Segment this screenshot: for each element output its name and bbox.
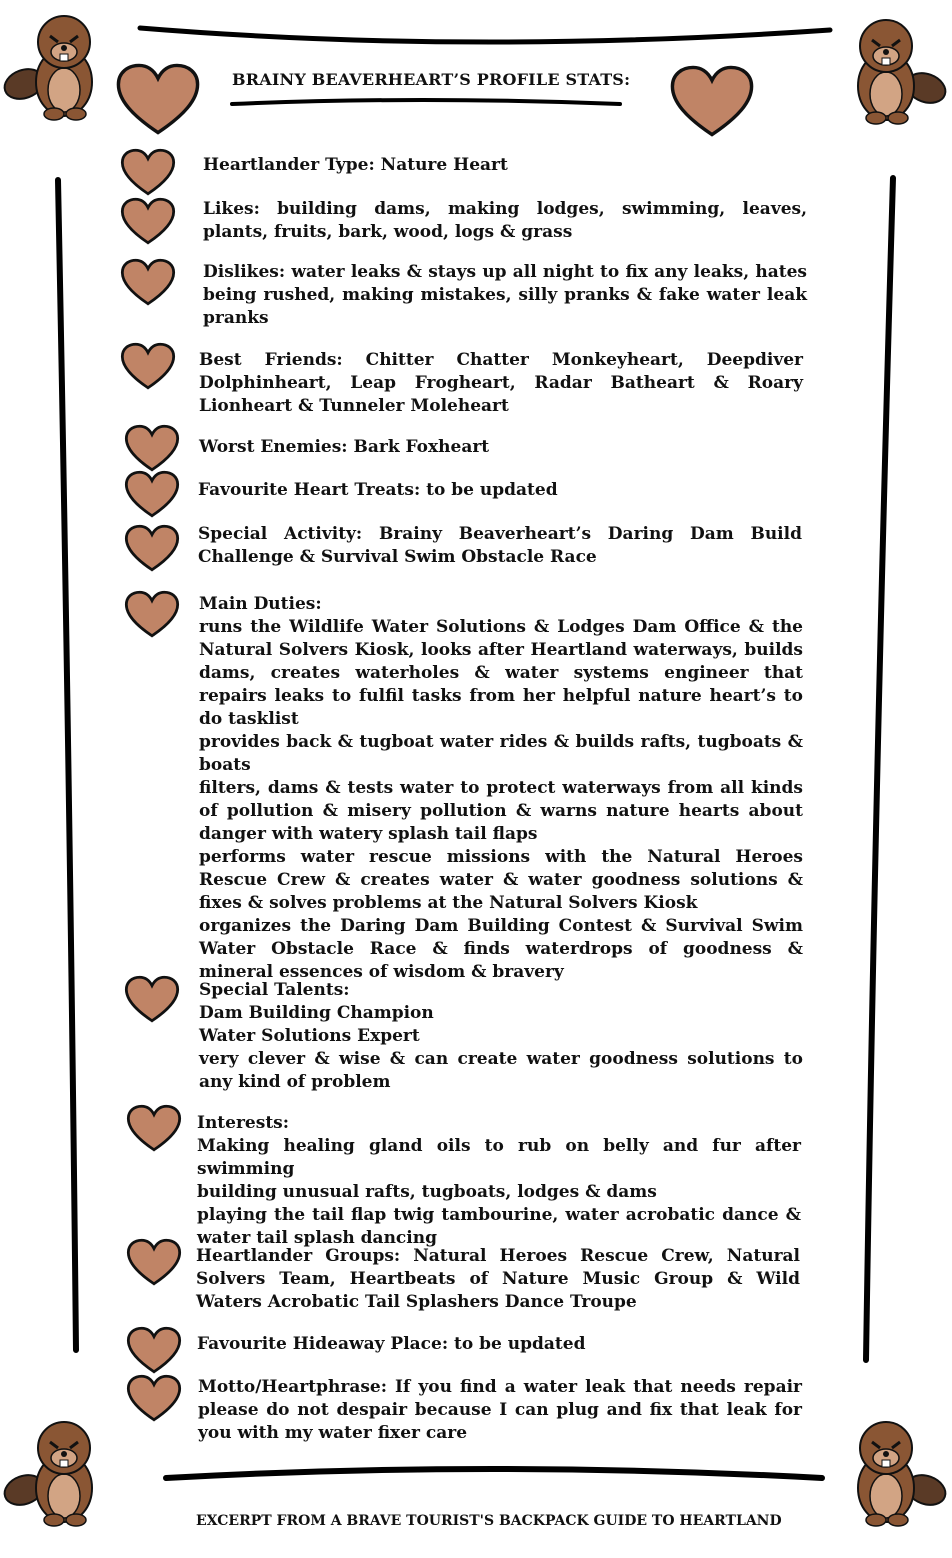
stat-line: Making healing gland oils to rub on belly and fur after swimming [197, 1136, 801, 1179]
stat-line: Favourite Heart Treats: to be updated [198, 480, 558, 500]
heart-icon [126, 1374, 182, 1422]
stat-line: Special Talents: [199, 980, 350, 1000]
stat-line: Dislikes: water leaks & stays up all night to fix any leaks, hates being rushed, making mistakes, silly pranks & fake water leak pranks [203, 262, 807, 328]
stat-section-text [199, 593, 803, 984]
stat-line: provides back & tugboat water rides & builds rafts, tugboats & boats [199, 732, 803, 775]
stat-section-text [198, 523, 802, 569]
stat-line: Special Activity: Brainy Beaverheart’s Daring Dam Build Challenge & Survival Swim Obstacle Race [198, 524, 802, 567]
stat-section-text [196, 1245, 800, 1314]
heart-icon [114, 62, 202, 136]
stat-section-text [199, 349, 803, 418]
heart-icon [120, 197, 176, 245]
heart-icon [124, 975, 180, 1023]
stat-line: Interests: [197, 1113, 290, 1133]
heart-icon [120, 148, 176, 196]
footer-caption: EXCERPT FROM A BRAVE TOURIST'S BACKPACK GUIDE TO HEARTLAND [196, 1513, 782, 1529]
stat-line: Heartlander Type: Nature Heart [203, 155, 508, 175]
heart-icon [124, 424, 180, 472]
stat-line: very clever & wise & can create water goodness solutions to any kind of problem [199, 1049, 803, 1092]
heart-icon [124, 590, 180, 638]
stat-line: Dam Building Champion [199, 1003, 434, 1023]
stat-line: playing the tail flap twig tambourine, water acrobatic dance & water tail splash dancing [197, 1205, 801, 1248]
beaver-mascot-icon [838, 1412, 948, 1532]
beaver-mascot-icon [2, 6, 112, 126]
stat-line: Heartlander Groups: Natural Heroes Rescue Crew, Natural Solvers Team, Heartbeats of Nature Music Group & Wild Waters Acrobatic Tail Splashers Dance Troupe [196, 1246, 800, 1312]
heart-icon [668, 64, 756, 138]
heart-icon [124, 470, 180, 518]
beaver-mascot-icon [2, 1412, 112, 1532]
heart-icon [120, 342, 176, 390]
stat-section-text [203, 261, 807, 330]
heart-icon [124, 524, 180, 572]
stat-line: filters, dams & tests water to protect waterways from all kinds of pollution & misery pollution & warns nature hearts about danger with watery splash tail flaps [199, 778, 803, 844]
stat-line: Worst Enemies: Bark Foxheart [199, 437, 490, 457]
heart-icon [126, 1104, 182, 1152]
stat-line: Best Friends: Chitter Chatter Monkeyheart, Deepdiver Dolphinheart, Leap Frogheart, Radar Batheart & Roary Lionheart & Tunneler Moleheart [199, 350, 803, 416]
stat-line: Favourite Hideaway Place: to be updated [197, 1334, 586, 1354]
stat-line: Main Duties: [199, 594, 322, 614]
stat-section-text [199, 436, 803, 459]
stat-section-text [198, 1376, 802, 1445]
stat-line: Water Solutions Expert [199, 1026, 420, 1046]
stat-line: performs water rescue missions with the Natural Heroes Rescue Crew & creates water & water goodness solutions & fixes & solves problems at the Natural Solvers Kiosk [199, 847, 803, 913]
heart-icon [126, 1326, 182, 1374]
stat-section-text [198, 479, 802, 502]
stat-section-text [203, 154, 807, 177]
heart-icon [126, 1238, 182, 1286]
stat-section-text [197, 1333, 801, 1356]
stat-line: Motto/Heartphrase: If you find a water leak that needs repair please do not despair because I can plug and fix that leak for you with my water fixer care [198, 1377, 802, 1443]
heart-icon [120, 258, 176, 306]
stat-section-text [197, 1112, 801, 1250]
page-title: BRAINY BEAVERHEART’S PROFILE STATS: [232, 70, 631, 89]
stat-line: runs the Wildlife Water Solutions & Lodges Dam Office & the Natural Solvers Kiosk, looks after Heartland waterways, builds dams, creates waterholes & water systems engineer that repairs leaks to fulfil tasks from her helpful nature heart’s to do tasklist [199, 617, 803, 729]
stat-line: organizes the Daring Dam Building Contest & Survival Swim Water Obstacle Race & finds waterdrops of goodness & mineral essences of wisdom & bravery [199, 916, 803, 982]
stat-line: building unusual rafts, tugboats, lodges & dams [197, 1182, 657, 1202]
stat-section-text [199, 979, 803, 1094]
stat-section-text [203, 198, 807, 244]
beaver-mascot-icon [838, 10, 948, 130]
stat-line: Likes: building dams, making lodges, swimming, leaves, plants, fruits, bark, wood, logs & grass [203, 199, 807, 242]
